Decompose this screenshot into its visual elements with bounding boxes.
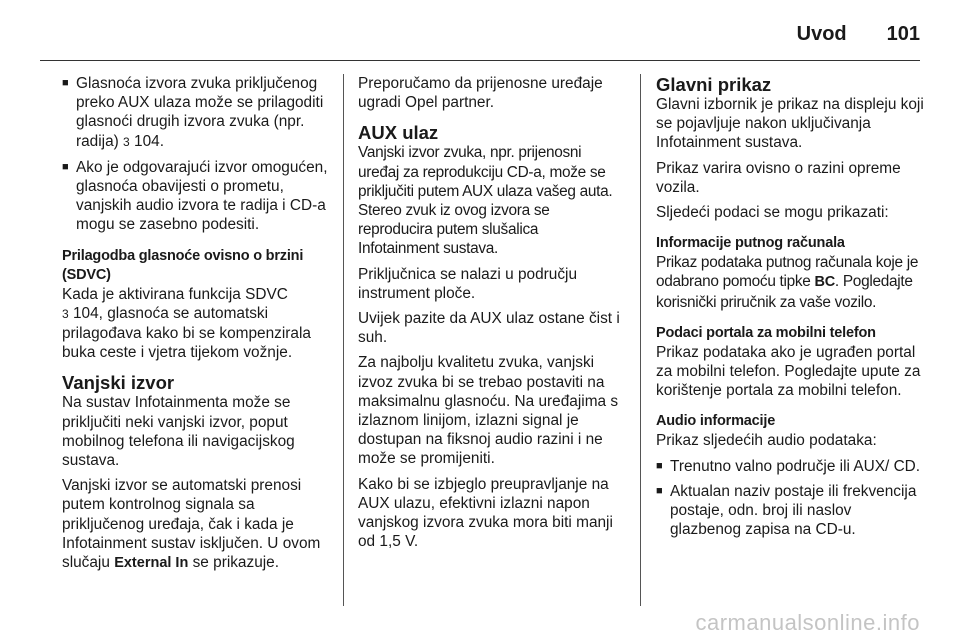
cross-reference-arrow-icon: 3 bbox=[62, 306, 69, 321]
bullet-square-icon: ■ bbox=[656, 459, 663, 472]
paragraph: Kako bi se izbjeglo preupravljanje na AUX ulazu, efektivni izlazni napon vanjskog izvora zvuka mora biti manji od 1,5 V. bbox=[358, 475, 613, 551]
paragraph: Glavni izbornik je prikaz na displeju koji se pojavljuje nakon uključivanja Infotainment sustava. bbox=[656, 96, 924, 152]
page-header bbox=[797, 14, 920, 54]
paragraph: Vanjski izvor zvuka, npr. prijenosni uređaj za reprodukciju CD-a, može se priključiti putem AUX ulaza vašeg auta. Stereo zvuk iz ovog izvora se reproducira putem slušalica Infotainment sustava. bbox=[358, 144, 613, 258]
paragraph: Uvijek pazite da AUX ulaz ostane čist i suh. bbox=[358, 310, 620, 347]
section-subheading: Informacije putnog računala bbox=[656, 235, 845, 252]
list-item bbox=[62, 74, 328, 152]
bullet-square-icon: ■ bbox=[62, 77, 69, 89]
bullet-square-icon: ■ bbox=[656, 484, 663, 497]
paragraph: Prikaz sljedećih audio podataka: bbox=[656, 432, 877, 450]
display-text-label: External In bbox=[114, 555, 189, 572]
section-heading: Glavni prikaz bbox=[656, 74, 772, 95]
paragraph: Na sustav Infotainmenta može se priključiti neki vanjski izvor, poput mobilnog telefona ili navigacijskog sustava. bbox=[62, 394, 295, 470]
section-heading: AUX ulaz bbox=[358, 122, 439, 144]
column-1 bbox=[62, 74, 328, 579]
paragraph: Priključnica se nalazi u području instrument ploče. bbox=[358, 265, 578, 302]
bullet-text: Aktualan naziv postaje ili frekvencija postaje, odn. broj ili naslov glazbenog zapisa na CD-u. bbox=[670, 482, 917, 539]
list-item bbox=[656, 482, 926, 540]
watermark: carmanualsonline.info bbox=[695, 610, 920, 635]
paragraph: Kada je aktivirana funkcija SDVC 3 104, glasnoća se automatski prilagođava kako bi se kompenzirala buka ceste i vjetra tijekom vožnje. bbox=[62, 285, 311, 362]
paragraph: Prikaz podataka ako je ugrađen portal za mobilni telefon. Pogledajte upute za korištenje portala za mobilni telefon. bbox=[656, 343, 921, 400]
paragraph: Sljedeći podaci se mogu prikazati: bbox=[656, 204, 889, 222]
page-number: 101 bbox=[886, 22, 920, 45]
column-2 bbox=[358, 74, 622, 557]
paragraph: Preporučamo da prijenosne uređaje ugradi Opel partner. bbox=[358, 75, 603, 112]
page-title: Uvod bbox=[796, 22, 847, 45]
section-subheading: Audio informacije bbox=[656, 413, 776, 430]
bullet-square-icon: ■ bbox=[62, 160, 69, 173]
paragraph: Vanjski izvor se automatski prenosi putem kontrolnog signala sa priključenog uređaja, čak i kada je Infotainment sustav isključen. U ovom slučaju External In se prikazuje. bbox=[62, 477, 321, 572]
section-subheading: Prilagodba glasnoće ovisno o brzini (SDVC) bbox=[62, 247, 304, 283]
section-subheading: Podaci portala za mobilni telefon bbox=[656, 324, 876, 341]
button-label-bc: BC bbox=[814, 274, 835, 291]
paragraph: Prikaz podataka putnog računala koje je odabrano pomoću tipke BC. Pogledajte korisnički priručnik za vaše vozilo. bbox=[656, 254, 919, 311]
cross-reference-arrow-icon: 3 bbox=[123, 134, 130, 149]
page-reference-link[interactable]: 104. bbox=[134, 132, 164, 150]
bullet-text: Trenutno valno područje ili AUX/ CD. bbox=[670, 457, 921, 475]
header-divider bbox=[40, 60, 920, 61]
column-divider-2 bbox=[640, 74, 641, 606]
paragraph: Prikaz varira ovisno o razini opreme vozila. bbox=[656, 159, 901, 196]
list-item bbox=[656, 457, 926, 476]
bullet-text: Glasnoća izvora zvuka priključenog preko AUX ulaza može se prilagoditi glasnoći drugih izvora zvuka (npr. radija) bbox=[76, 75, 324, 150]
list-item bbox=[62, 158, 328, 235]
column-3 bbox=[656, 74, 926, 545]
bullet-text: Ako je odgovarajući izvor omogućen, glasnoća obavijesti o prometu, vanjskih audio izvora te radija i CD-a mogu se zasebno podesiti. bbox=[76, 158, 328, 234]
paragraph: Za najbolju kvalitetu zvuka, vanjski izvoz zvuka bi se trebao postaviti na maksimalnu glasnoću. Na uređajima s izlaznom linijom, izlazni signal je dostupan na fiksnoj audio razini i ne može se promijeniti. bbox=[358, 354, 619, 468]
section-heading: Vanjski izvor bbox=[62, 372, 175, 394]
column-divider-1 bbox=[343, 74, 344, 606]
